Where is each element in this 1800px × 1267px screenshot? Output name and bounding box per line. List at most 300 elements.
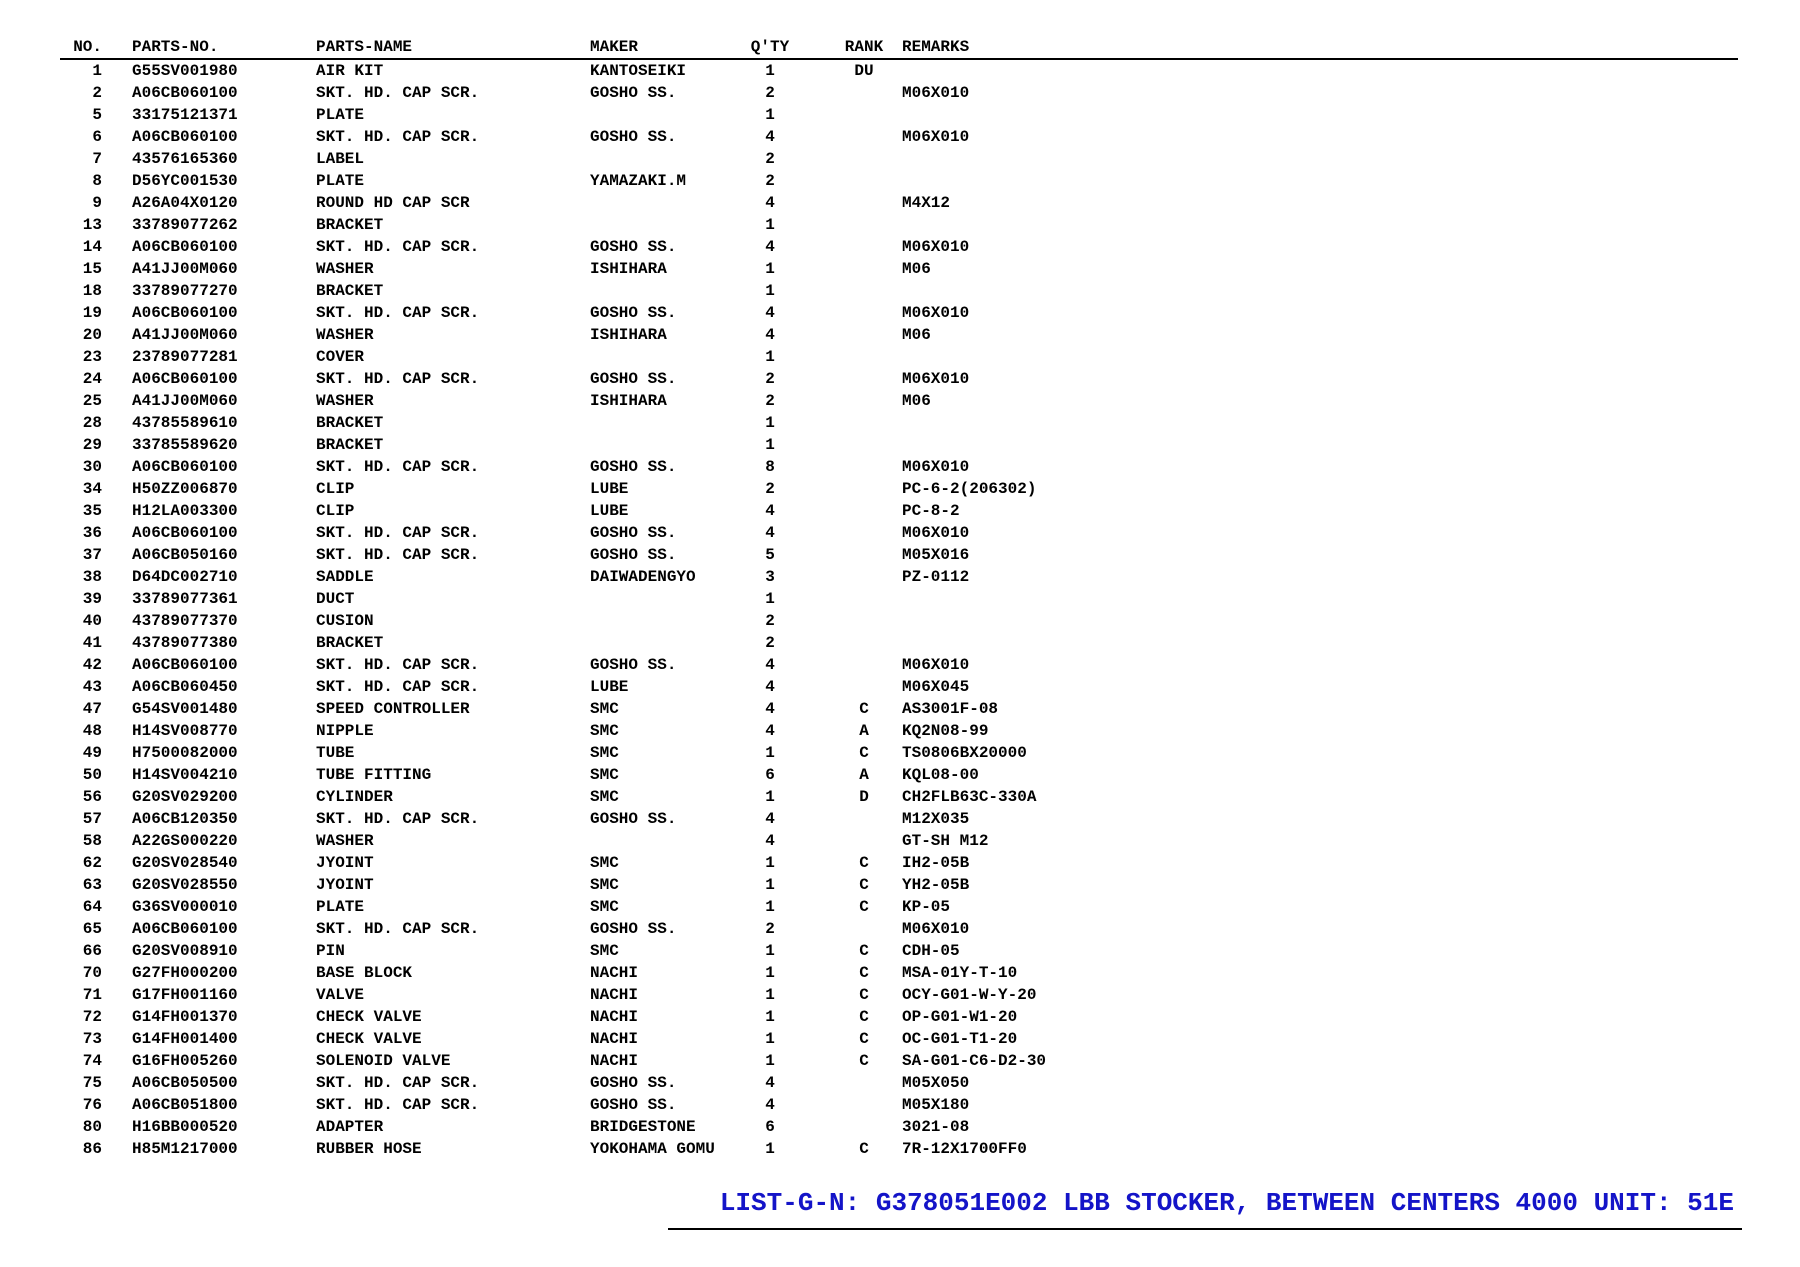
cell-maker: GOSHO SS. xyxy=(590,458,677,476)
table-row xyxy=(60,984,1060,1006)
cell-parts-name: SKT. HD. CAP SCR. xyxy=(316,238,480,256)
table-row xyxy=(60,236,1060,258)
cell-no: 20 xyxy=(82,326,102,344)
cell-parts-no: 33789077270 xyxy=(132,282,238,300)
cell-qty: 2 xyxy=(765,370,775,388)
cell-parts-name: DUCT xyxy=(316,590,355,608)
parts-table-body xyxy=(60,60,1060,1160)
cell-parts-name: JYOINT xyxy=(316,876,374,894)
cell-parts-no: A06CB050500 xyxy=(132,1074,238,1092)
cell-parts-no: A26A04X0120 xyxy=(132,194,238,212)
table-row xyxy=(60,610,1060,632)
cell-rank xyxy=(838,478,890,500)
cell-rank: C xyxy=(859,898,869,916)
cell-rank xyxy=(838,258,890,280)
cell-rank xyxy=(838,192,890,214)
cell-maker: GOSHO SS. xyxy=(590,1074,677,1092)
cell-rank xyxy=(838,434,890,456)
cell-parts-name: JYOINT xyxy=(316,854,374,872)
cell-maker: GOSHO SS. xyxy=(590,546,677,564)
cell-no: 56 xyxy=(82,788,102,806)
cell-parts-no: A06CB060100 xyxy=(132,458,238,476)
cell-rank xyxy=(838,456,890,478)
cell-maker: NACHI xyxy=(590,1052,639,1070)
cell-maker: ISHIHARA xyxy=(590,326,667,344)
table-row xyxy=(60,1050,1060,1072)
table-row xyxy=(60,896,1060,918)
cell-parts-name: WASHER xyxy=(316,260,374,278)
cell-remarks: OCY-G01-W-Y-20 xyxy=(902,986,1037,1004)
table-row xyxy=(60,60,1060,82)
cell-parts-no: 43576165360 xyxy=(132,150,238,168)
cell-parts-name: CLIP xyxy=(316,480,355,498)
table-row xyxy=(60,192,1060,214)
cell-parts-name: CHECK VALVE xyxy=(316,1030,422,1048)
cell-parts-no: G54SV001480 xyxy=(132,700,238,718)
header-no: NO. xyxy=(73,38,102,56)
cell-parts-name: WASHER xyxy=(316,326,374,344)
table-row xyxy=(60,654,1060,676)
cell-no: 66 xyxy=(82,942,102,960)
table-row xyxy=(60,786,1060,808)
table-row xyxy=(60,962,1060,984)
cell-parts-name: PLATE xyxy=(316,898,365,916)
table-row xyxy=(60,434,1060,456)
cell-rank xyxy=(838,104,890,126)
cell-parts-no: 33789077361 xyxy=(132,590,238,608)
cell-no: 43 xyxy=(82,678,102,696)
cell-parts-no: H16BB000520 xyxy=(132,1118,238,1136)
cell-parts-name: WASHER xyxy=(316,392,374,410)
cell-remarks: KQ2N08-99 xyxy=(902,722,989,740)
cell-remarks: KP-05 xyxy=(902,898,951,916)
cell-parts-no: A06CB060450 xyxy=(132,678,238,696)
cell-qty: 1 xyxy=(765,1008,775,1026)
table-row xyxy=(60,764,1060,786)
cell-no: 62 xyxy=(82,854,102,872)
cell-maker: GOSHO SS. xyxy=(590,810,677,828)
cell-rank: C xyxy=(859,942,869,960)
cell-qty: 1 xyxy=(765,1052,775,1070)
cell-rank xyxy=(838,566,890,588)
cell-parts-no: G27FH000200 xyxy=(132,964,238,982)
cell-qty: 1 xyxy=(765,436,775,454)
cell-rank xyxy=(838,324,890,346)
cell-rank xyxy=(838,588,890,610)
cell-rank xyxy=(838,1072,890,1094)
table-row xyxy=(60,258,1060,280)
cell-parts-name: PLATE xyxy=(316,106,365,124)
table-row xyxy=(60,874,1060,896)
cell-maker: SMC xyxy=(590,744,619,762)
header-maker: MAKER xyxy=(590,38,639,56)
cell-rank xyxy=(838,830,890,852)
cell-rank: A xyxy=(859,766,869,784)
cell-qty: 1 xyxy=(765,788,775,806)
cell-remarks: M4X12 xyxy=(902,194,951,212)
cell-parts-no: 43789077380 xyxy=(132,634,238,652)
table-row xyxy=(60,170,1060,192)
cell-parts-no: H50ZZ006870 xyxy=(132,480,238,498)
cell-parts-no: A41JJ00M060 xyxy=(132,260,238,278)
cell-parts-no: D56YC001530 xyxy=(132,172,238,190)
table-row xyxy=(60,544,1060,566)
cell-qty: 4 xyxy=(765,128,775,146)
table-row xyxy=(60,324,1060,346)
cell-no: 1 xyxy=(92,62,102,80)
cell-maker: YOKOHAMA GOMU xyxy=(590,1140,715,1158)
cell-qty: 1 xyxy=(765,854,775,872)
cell-parts-no: 43789077370 xyxy=(132,612,238,630)
table-row xyxy=(60,1028,1060,1050)
cell-remarks: M06X010 xyxy=(902,524,970,542)
table-row xyxy=(60,676,1060,698)
cell-rank xyxy=(838,544,890,566)
cell-maker: GOSHO SS. xyxy=(590,370,677,388)
cell-rank: C xyxy=(859,1008,869,1026)
cell-qty: 2 xyxy=(765,920,775,938)
cell-remarks: PC-8-2 xyxy=(902,502,960,520)
cell-qty: 6 xyxy=(765,1118,775,1136)
cell-parts-no: G20SV008910 xyxy=(132,942,238,960)
cell-qty: 6 xyxy=(765,766,775,784)
cell-parts-no: A06CB060100 xyxy=(132,370,238,388)
cell-maker: SMC xyxy=(590,766,619,784)
cell-parts-no: G20SV028550 xyxy=(132,876,238,894)
table-row xyxy=(60,368,1060,390)
cell-parts-name: SKT. HD. CAP SCR. xyxy=(316,1074,480,1092)
header-remarks: REMARKS xyxy=(902,38,970,56)
cell-maker: NACHI xyxy=(590,1030,639,1048)
cell-no: 14 xyxy=(82,238,102,256)
cell-parts-no: A06CB060100 xyxy=(132,920,238,938)
cell-rank: C xyxy=(859,854,869,872)
cell-qty: 1 xyxy=(765,216,775,234)
cell-rank xyxy=(838,390,890,412)
cell-remarks: M06X010 xyxy=(902,920,970,938)
cell-no: 23 xyxy=(82,348,102,366)
cell-parts-name: SPEED CONTROLLER xyxy=(316,700,470,718)
cell-no: 8 xyxy=(92,172,102,190)
cell-maker: GOSHO SS. xyxy=(590,304,677,322)
cell-remarks: PZ-0112 xyxy=(902,568,970,586)
table-row xyxy=(60,1006,1060,1028)
cell-parts-name: NIPPLE xyxy=(316,722,374,740)
table-row xyxy=(60,148,1060,170)
table-header xyxy=(60,36,1738,60)
cell-parts-no: A06CB050160 xyxy=(132,546,238,564)
cell-qty: 4 xyxy=(765,524,775,542)
cell-rank xyxy=(838,918,890,940)
cell-parts-name: PLATE xyxy=(316,172,365,190)
cell-parts-name: BRACKET xyxy=(316,282,384,300)
cell-rank xyxy=(838,346,890,368)
cell-no: 50 xyxy=(82,766,102,784)
cell-remarks: M06 xyxy=(902,392,931,410)
cell-rank: C xyxy=(859,986,869,1004)
cell-qty: 1 xyxy=(765,260,775,278)
cell-qty: 1 xyxy=(765,414,775,432)
cell-parts-name: SKT. HD. CAP SCR. xyxy=(316,546,480,564)
cell-parts-no: G20SV028540 xyxy=(132,854,238,872)
table-row xyxy=(60,720,1060,742)
cell-qty: 4 xyxy=(765,326,775,344)
cell-parts-no: G16FH005260 xyxy=(132,1052,238,1070)
cell-no: 34 xyxy=(82,480,102,498)
cell-remarks: M06X010 xyxy=(902,458,970,476)
cell-parts-no: A06CB060100 xyxy=(132,656,238,674)
table-row xyxy=(60,390,1060,412)
cell-parts-no: H14SV004210 xyxy=(132,766,238,784)
cell-rank xyxy=(838,610,890,632)
cell-remarks: M06X010 xyxy=(902,370,970,388)
cell-rank xyxy=(838,302,890,324)
cell-rank: C xyxy=(859,1140,869,1158)
cell-no: 15 xyxy=(82,260,102,278)
cell-rank: C xyxy=(859,1052,869,1070)
cell-remarks: CDH-05 xyxy=(902,942,960,960)
cell-qty: 1 xyxy=(765,348,775,366)
cell-parts-no: A06CB120350 xyxy=(132,810,238,828)
cell-rank xyxy=(838,214,890,236)
cell-parts-no: 33789077262 xyxy=(132,216,238,234)
cell-maker: SMC xyxy=(590,898,619,916)
cell-qty: 4 xyxy=(765,722,775,740)
cell-remarks: SA-G01-C6-D2-30 xyxy=(902,1052,1047,1070)
cell-rank: C xyxy=(859,744,869,762)
cell-qty: 3 xyxy=(765,568,775,586)
cell-no: 18 xyxy=(82,282,102,300)
cell-parts-no: G14FH001400 xyxy=(132,1030,238,1048)
cell-parts-name: BRACKET xyxy=(316,414,384,432)
cell-remarks: M06X010 xyxy=(902,128,970,146)
cell-rank: C xyxy=(859,700,869,718)
cell-maker: KANTOSEIKI xyxy=(590,62,687,80)
cell-maker: LUBE xyxy=(590,502,629,520)
cell-parts-name: SKT. HD. CAP SCR. xyxy=(316,656,480,674)
cell-remarks: M06X010 xyxy=(902,304,970,322)
cell-parts-name: SKT. HD. CAP SCR. xyxy=(316,524,480,542)
cell-maker: GOSHO SS. xyxy=(590,524,677,542)
cell-maker: SMC xyxy=(590,876,619,894)
table-row xyxy=(60,126,1060,148)
cell-no: 48 xyxy=(82,722,102,740)
cell-parts-no: A06CB060100 xyxy=(132,524,238,542)
table-row xyxy=(60,940,1060,962)
cell-remarks: M12X035 xyxy=(902,810,970,828)
cell-qty: 4 xyxy=(765,678,775,696)
cell-parts-name: TUBE xyxy=(316,744,355,762)
cell-maker: LUBE xyxy=(590,480,629,498)
table-row xyxy=(60,918,1060,940)
cell-rank: D xyxy=(859,788,869,806)
cell-parts-name: CUSION xyxy=(316,612,374,630)
cell-no: 29 xyxy=(82,436,102,454)
cell-no: 35 xyxy=(82,502,102,520)
cell-parts-name: SKT. HD. CAP SCR. xyxy=(316,304,480,322)
cell-rank xyxy=(838,1116,890,1138)
cell-maker: BRIDGESTONE xyxy=(590,1118,696,1136)
cell-qty: 2 xyxy=(765,172,775,190)
cell-qty: 1 xyxy=(765,964,775,982)
cell-maker: GOSHO SS. xyxy=(590,920,677,938)
cell-parts-no: D64DC002710 xyxy=(132,568,238,586)
cell-maker: GOSHO SS. xyxy=(590,128,677,146)
cell-qty: 4 xyxy=(765,502,775,520)
cell-parts-name: BRACKET xyxy=(316,634,384,652)
cell-parts-no: A06CB060100 xyxy=(132,304,238,322)
table-row xyxy=(60,302,1060,324)
cell-rank: DU xyxy=(854,62,874,80)
cell-rank xyxy=(838,808,890,830)
cell-parts-no: A22GS000220 xyxy=(132,832,238,850)
table-row xyxy=(60,104,1060,126)
cell-no: 58 xyxy=(82,832,102,850)
cell-parts-name: SADDLE xyxy=(316,568,374,586)
cell-no: 6 xyxy=(92,128,102,146)
cell-rank xyxy=(838,500,890,522)
cell-no: 49 xyxy=(82,744,102,762)
cell-qty: 1 xyxy=(765,942,775,960)
cell-no: 64 xyxy=(82,898,102,916)
table-row xyxy=(60,1072,1060,1094)
cell-no: 40 xyxy=(82,612,102,630)
cell-maker: ISHIHARA xyxy=(590,260,667,278)
cell-rank xyxy=(838,1094,890,1116)
cell-maker: NACHI xyxy=(590,964,639,982)
cell-remarks: OP-G01-W1-20 xyxy=(902,1008,1018,1026)
cell-remarks: M05X050 xyxy=(902,1074,970,1092)
cell-parts-no: G17FH001160 xyxy=(132,986,238,1004)
header-parts-name: PARTS-NAME xyxy=(316,38,413,56)
cell-qty: 2 xyxy=(765,612,775,630)
cell-no: 25 xyxy=(82,392,102,410)
cell-parts-name: AIR KIT xyxy=(316,62,384,80)
cell-rank xyxy=(838,236,890,258)
cell-qty: 4 xyxy=(765,238,775,256)
cell-remarks: M06X010 xyxy=(902,238,970,256)
cell-remarks: M06 xyxy=(902,260,931,278)
table-row xyxy=(60,1094,1060,1116)
cell-rank xyxy=(838,280,890,302)
cell-parts-no: A41JJ00M060 xyxy=(132,326,238,344)
cell-rank xyxy=(838,126,890,148)
table-row xyxy=(60,456,1060,478)
cell-no: 19 xyxy=(82,304,102,322)
cell-parts-name: SOLENOID VALVE xyxy=(316,1052,451,1070)
list-footer-title: LIST-G-N: G378051E002 LBB STOCKER, BETWEEN CENTERS 4000 UNIT: 51E xyxy=(719,1188,1734,1218)
cell-remarks: KQL08-00 xyxy=(902,766,979,784)
cell-parts-no: 23789077281 xyxy=(132,348,238,366)
cell-qty: 1 xyxy=(765,282,775,300)
cell-no: 36 xyxy=(82,524,102,542)
cell-rank: C xyxy=(859,876,869,894)
cell-rank: C xyxy=(859,1030,869,1048)
cell-no: 73 xyxy=(82,1030,102,1048)
cell-qty: 1 xyxy=(765,1140,775,1158)
cell-parts-name: WASHER xyxy=(316,832,374,850)
cell-parts-name: LABEL xyxy=(316,150,365,168)
cell-parts-name: SKT. HD. CAP SCR. xyxy=(316,1096,480,1114)
cell-qty: 2 xyxy=(765,150,775,168)
cell-remarks: M06X045 xyxy=(902,678,970,696)
cell-qty: 4 xyxy=(765,1074,775,1092)
table-row xyxy=(60,280,1060,302)
cell-rank: C xyxy=(859,964,869,982)
cell-parts-name: SKT. HD. CAP SCR. xyxy=(316,128,480,146)
cell-maker: NACHI xyxy=(590,1008,639,1026)
cell-maker: DAIWADENGYO xyxy=(590,568,696,586)
cell-qty: 1 xyxy=(765,1030,775,1048)
cell-remarks: AS3001F-08 xyxy=(902,700,999,718)
cell-qty: 2 xyxy=(765,480,775,498)
cell-no: 30 xyxy=(82,458,102,476)
cell-parts-name: CHECK VALVE xyxy=(316,1008,422,1026)
cell-no: 28 xyxy=(82,414,102,432)
cell-parts-name: SKT. HD. CAP SCR. xyxy=(316,678,480,696)
table-row xyxy=(60,412,1060,434)
cell-no: 39 xyxy=(82,590,102,608)
cell-parts-no: H85M1217000 xyxy=(132,1140,238,1158)
cell-remarks: M06 xyxy=(902,326,931,344)
cell-parts-name: BRACKET xyxy=(316,216,384,234)
cell-maker: SMC xyxy=(590,700,619,718)
table-row xyxy=(60,852,1060,874)
cell-parts-name: CYLINDER xyxy=(316,788,393,806)
cell-parts-no: 43785589610 xyxy=(132,414,238,432)
cell-no: 57 xyxy=(82,810,102,828)
table-row xyxy=(60,742,1060,764)
cell-remarks: OC-G01-T1-20 xyxy=(902,1030,1018,1048)
cell-rank xyxy=(838,170,890,192)
cell-maker: ISHIHARA xyxy=(590,392,667,410)
cell-rank xyxy=(838,632,890,654)
cell-parts-name: ADAPTER xyxy=(316,1118,384,1136)
cell-qty: 4 xyxy=(765,656,775,674)
table-row xyxy=(60,830,1060,852)
cell-maker: GOSHO SS. xyxy=(590,84,677,102)
cell-no: 24 xyxy=(82,370,102,388)
cell-rank xyxy=(838,148,890,170)
table-row xyxy=(60,698,1060,720)
cell-remarks: 3021-08 xyxy=(902,1118,970,1136)
cell-qty: 1 xyxy=(765,876,775,894)
cell-rank xyxy=(838,676,890,698)
cell-no: 7 xyxy=(92,150,102,168)
cell-remarks: 7R-12X1700FF0 xyxy=(902,1140,1027,1158)
cell-remarks: MSA-01Y-T-10 xyxy=(902,964,1018,982)
cell-maker: GOSHO SS. xyxy=(590,238,677,256)
cell-qty: 1 xyxy=(765,590,775,608)
cell-parts-name: CLIP xyxy=(316,502,355,520)
cell-no: 2 xyxy=(92,84,102,102)
cell-parts-name: SKT. HD. CAP SCR. xyxy=(316,458,480,476)
table-row xyxy=(60,214,1060,236)
header-qty: Q'TY xyxy=(750,38,790,56)
cell-no: 47 xyxy=(82,700,102,718)
cell-parts-no: G20SV029200 xyxy=(132,788,238,806)
cell-no: 41 xyxy=(82,634,102,652)
table-row xyxy=(60,808,1060,830)
cell-parts-no: A06CB060100 xyxy=(132,128,238,146)
cell-qty: 1 xyxy=(765,62,775,80)
cell-remarks: TS0806BX20000 xyxy=(902,744,1027,762)
cell-parts-no: G14FH001370 xyxy=(132,1008,238,1026)
table-row xyxy=(60,588,1060,610)
table-row xyxy=(60,346,1060,368)
table-row xyxy=(60,82,1060,104)
cell-remarks: YH2-05B xyxy=(902,876,970,894)
